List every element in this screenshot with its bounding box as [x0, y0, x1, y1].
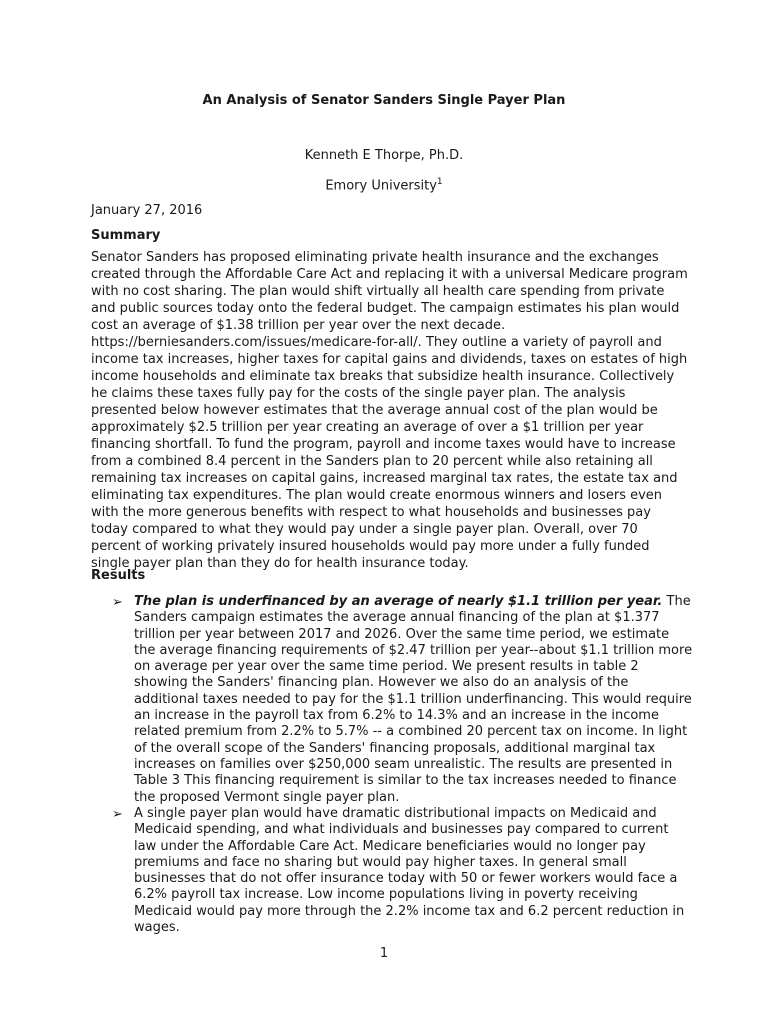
document-date: January 27, 2016	[91, 203, 203, 218]
author-name: Kenneth E Thorpe, Ph.D.	[304, 148, 464, 163]
bullet-text	[134, 806, 694, 936]
bullet-body: A single payer plan would have dramatic distributional impacts on Medicaid and Medicaid spending, and what individuals and businesses pay compared to current law under the Affordable Care Act. Medicare beneficiaries would no longer pay premiums and face no sharing but would pay higher taxes. In general small businesses that do not offer insurance today with 50 or fewer workers would face a 6.2% payroll tax increase. Low income populations living in poverty receiving Medicaid would pay more through the 2.2% income tax and 6.2 percent reduction in wages.	[134, 806, 685, 936]
author-affiliation	[0, 177, 768, 193]
summary-heading: Summary	[91, 228, 161, 243]
bullet-body: The Sanders campaign estimates the average annual financing of the plan at $1.377 trillion per year between 2017 and 2026. Over the same time period, we estimate the average financing requirements of $2.47 trillion per year--about $1.1 trillion more on average per year over the same time period. We present results in table 2 showing the Sanders' financing plan. However we also do an analysis of the additional taxes needed to pay for the $1.1 trillion underfinancing. This would require an increase in the payroll tax from 6.2% to 14.3% and an increase in the income related premium from 2.2% to 5.7% -- a combined 20 percent tax on income. In light of the overall scope of the Sanders' financing proposals, additional marginal tax increases on families over $250,000 seam unrealistic. The results are presented in Table 3 This financing requirement is similar to the tax increases needed to finance the proposed Vermont single payer plan.	[134, 594, 693, 805]
page-number: 1	[379, 946, 389, 961]
results-heading: Results	[91, 568, 146, 583]
bullet-lead: The plan is underfinanced by an average of nearly $1.1 trillion per year.	[134, 594, 663, 609]
bullet-text	[134, 594, 694, 806]
affiliation-text: Emory University	[325, 178, 437, 194]
footnote-marker: 1	[436, 177, 443, 187]
arrow-bullet-icon: ➢	[112, 595, 123, 610]
summary-body: Senator Sanders has proposed eliminating private health insurance and the exchanges created through the Affordable Care Act and replacing it with a universal Medicare program with no cost sharing. The plan would shift virtually all health care spending from private and public sources today onto the federal budget. The campaign estimates his plan would cost an average of $1.38 trillion per year over the next decade. https://berniesanders.com/issues/medicare-for-all/. They outline a variety of payroll and income tax increases, higher taxes for capital gains and dividends, taxes on estates of high income households and eliminate tax breaks that subsidize health insurance. Collectively he claims these taxes fully pay for the costs of the single payer plan. The analysis presented below however estimates that the average annual cost of the plan would be approximately $2.5 trillion per year creating an average of over a $1 trillion per year financing shortfall. To fund the program, payroll and income taxes would have to increase from a combined 8.4 percent in the Sanders plan to 20 percent while also retaining all remaining tax increases on capital gains, increased marginal tax rates, the estate tax and eliminating tax expenditures. The plan would create enormous winners and losers even with the more generous benefits with respect to what households and businesses pay today compared to what they would pay under a single payer plan. Overall, over 70 percent of working privately insured households would pay more under a fully funded single payer plan than they do for health insurance today.	[91, 250, 688, 571]
arrow-bullet-icon: ➢	[112, 807, 123, 822]
document-title: An Analysis of Senator Sanders Single Payer Plan	[202, 93, 566, 108]
